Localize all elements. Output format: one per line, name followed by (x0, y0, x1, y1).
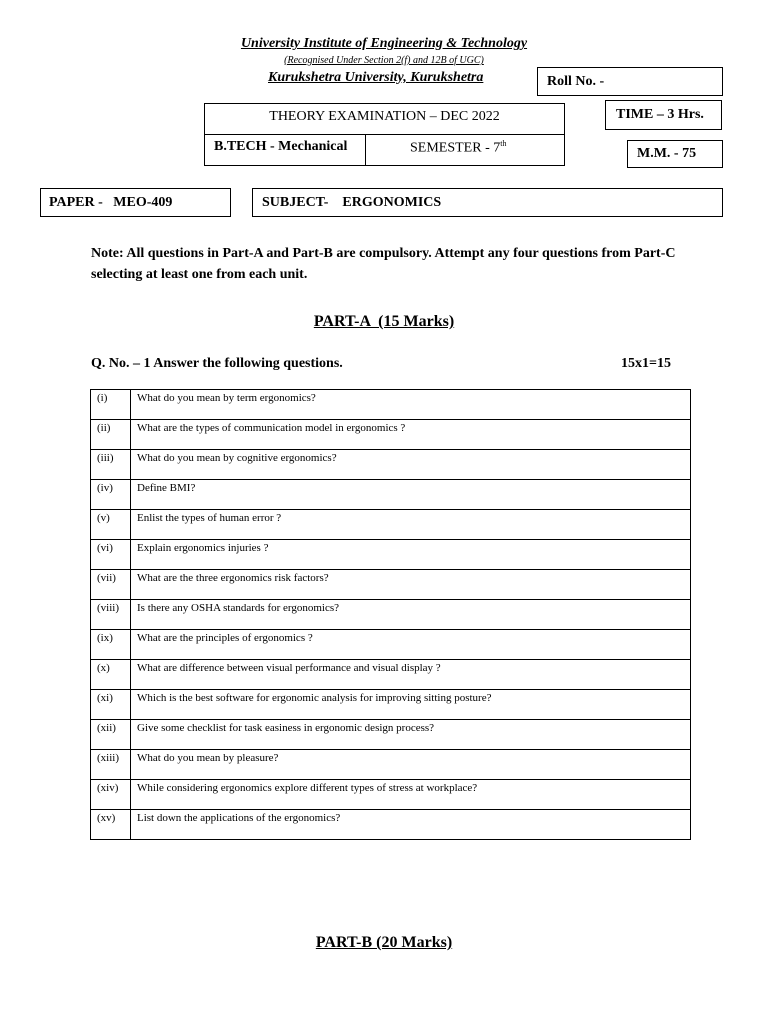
part-a-heading: PART-A (15 Marks) (313, 313, 455, 330)
question-text: Is there any OSHA standards for ergonomics? (131, 600, 691, 630)
paper-box (40, 188, 231, 217)
question-number: (iv) (91, 480, 131, 510)
question-number: (xiv) (91, 780, 131, 810)
question-text: Which is the best software for ergonomic analysis for improving sitting posture? (131, 690, 691, 720)
table-row (91, 780, 691, 810)
institute-name: University Institute of Engineering & Technology (240, 36, 528, 51)
question-text: List down the applications of the ergonomics? (131, 810, 691, 840)
question-number: (ii) (91, 420, 131, 450)
table-row (91, 720, 691, 750)
question-1-marks: 15x1=15 (621, 356, 671, 371)
paper-code: MEO-409 (113, 195, 173, 210)
table-row (91, 570, 691, 600)
question-text: What do you mean by cognitive ergonomics? (131, 450, 691, 480)
question-number: (ix) (91, 630, 131, 660)
table-row (91, 420, 691, 450)
semester-suffix: th (500, 139, 507, 148)
question-number: (viii) (91, 600, 131, 630)
table-row (91, 510, 691, 540)
question-text: What do you mean by term ergonomics? (131, 390, 691, 420)
part-b-heading: PART-B (20 Marks) (315, 934, 453, 951)
question-number: (i) (91, 390, 131, 420)
table-row (91, 660, 691, 690)
roll-no-box: Roll No. - (537, 67, 723, 96)
question-number: (xv) (91, 810, 131, 840)
question-text: Enlist the types of human error ? (131, 510, 691, 540)
subject-label: SUBJECT- (262, 195, 329, 210)
max-marks-box: M.M. - 75 (627, 140, 723, 168)
subject-box (252, 188, 723, 217)
table-row (91, 600, 691, 630)
question-text: What are the three ergonomics risk factors? (131, 570, 691, 600)
table-row (91, 690, 691, 720)
question-number: (xiii) (91, 750, 131, 780)
question-number: (vii) (91, 570, 131, 600)
table-row (91, 630, 691, 660)
time-box: TIME – 3 Hrs. (605, 100, 722, 130)
question-text: Explain ergonomics injuries ? (131, 540, 691, 570)
table-row (91, 810, 691, 840)
table-row (91, 450, 691, 480)
question-number: (v) (91, 510, 131, 540)
question-text: What are difference between visual performance and visual display ? (131, 660, 691, 690)
question-number: (xii) (91, 720, 131, 750)
question-text: Give some checklist for task easiness in ergonomic design process? (131, 720, 691, 750)
instructions-note: Note: All questions in Part-A and Part-B are compulsory. Attempt any four questions from Part-C selecting at least one from each unit. (91, 246, 676, 282)
table-row (91, 390, 691, 420)
part-a-questions-table (90, 389, 691, 840)
university-name: Kurukshetra University, Kurukshetra (268, 70, 484, 85)
question-text: What are the principles of ergonomics ? (131, 630, 691, 660)
exam-info-grid (204, 103, 565, 166)
question-number: (xi) (91, 690, 131, 720)
table-row (91, 480, 691, 510)
semester-label: SEMESTER - 7 (410, 140, 501, 156)
semester-cell (366, 135, 565, 166)
recognition-line: (Recognised Under Section 2(f) and 12B of UGC) (284, 55, 484, 66)
branch-cell: B.TECH - Mechanical (205, 135, 366, 166)
question-text: Define BMI? (131, 480, 691, 510)
question-text: While considering ergonomics explore different types of stress at workplace? (131, 780, 691, 810)
table-row (91, 540, 691, 570)
question-1: Q. No. – 1 Answer the following questions. (91, 356, 343, 371)
question-text: What are the types of communication model in ergonomics ? (131, 420, 691, 450)
question-number: (x) (91, 660, 131, 690)
question-text: What do you mean by pleasure? (131, 750, 691, 780)
exam-title: THEORY EXAMINATION – DEC 2022 (205, 104, 564, 135)
paper-label: PAPER - (49, 195, 103, 210)
subject-name: ERGONOMICS (342, 195, 442, 210)
question-number: (vi) (91, 540, 131, 570)
table-row (91, 750, 691, 780)
question-number: (iii) (91, 450, 131, 480)
